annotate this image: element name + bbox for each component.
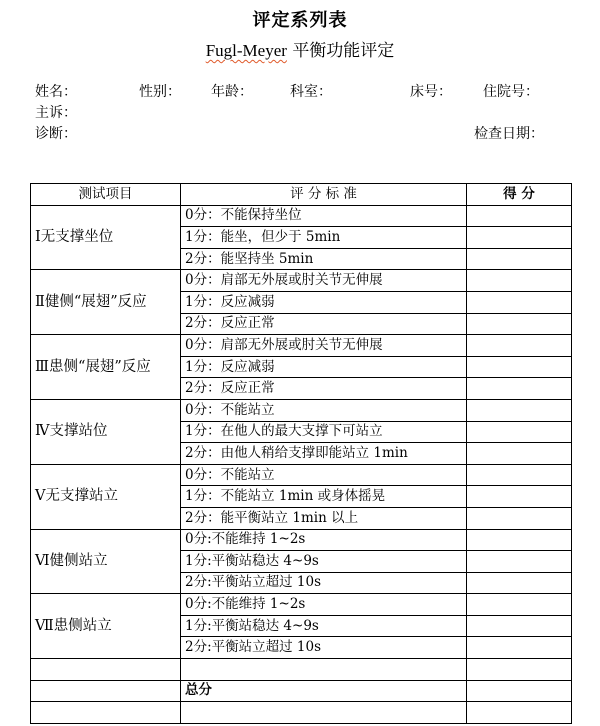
criteria-cell: 0分:不能维持 1~2s <box>181 594 467 616</box>
subtitle-cjk: 平衡功能评定 <box>292 41 395 61</box>
table-row <box>31 205 572 227</box>
test-item-cell: Ⅴ无支撑站立 <box>31 464 181 529</box>
table-row <box>31 270 572 292</box>
criteria-cell: 2分:平衡站立超过 10s <box>181 572 467 594</box>
blank-cell <box>31 702 181 724</box>
test-item-cell: Ⅳ支撑站位 <box>31 399 181 464</box>
header-row <box>31 184 572 206</box>
criteria-cell: 2分:平衡站立超过 10s <box>181 637 467 659</box>
header-test-item: 测试项目 <box>31 184 181 206</box>
score-cell[interactable] <box>467 227 572 249</box>
table-row <box>31 529 572 551</box>
score-cell[interactable] <box>467 443 572 465</box>
criteria-cell: 1分：在他人的最大支撑下可站立 <box>181 421 467 443</box>
score-cell[interactable] <box>467 270 572 292</box>
department-label: 科室： <box>290 84 332 100</box>
blank-cell <box>181 659 467 681</box>
score-cell[interactable] <box>467 572 572 594</box>
score-cell[interactable] <box>467 313 572 335</box>
test-item-cell: Ⅶ患侧站立 <box>31 594 181 659</box>
test-item-cell: Ⅵ健侧站立 <box>31 529 181 594</box>
total-label: 总分 <box>181 680 467 702</box>
score-cell[interactable] <box>467 291 572 313</box>
score-cell[interactable] <box>467 421 572 443</box>
table-row <box>31 335 572 357</box>
test-item-cell: Ⅱ健侧“展翅”反应 <box>31 270 181 335</box>
score-cell[interactable] <box>467 529 572 551</box>
criteria-cell: 0分:不能维持 1~2s <box>181 529 467 551</box>
blank-cell <box>181 702 467 724</box>
score-cell[interactable] <box>467 356 572 378</box>
document-title: 评定系列表 <box>252 10 348 31</box>
blank-cell <box>31 680 181 702</box>
score-cell[interactable] <box>467 615 572 637</box>
blank-cell[interactable] <box>467 659 572 681</box>
gender-label: 性别： <box>139 84 181 100</box>
criteria-cell: 1分:平衡站稳达 4~9s <box>181 551 467 573</box>
score-cell[interactable] <box>467 594 572 616</box>
test-item-cell: Ⅲ患侧“展翅”反应 <box>31 335 181 400</box>
score-cell[interactable] <box>467 486 572 508</box>
score-cell[interactable] <box>467 399 572 421</box>
score-cell[interactable] <box>467 248 572 270</box>
score-cell[interactable] <box>467 637 572 659</box>
admission-number-label: 住院号： <box>483 84 539 100</box>
blank-cell[interactable] <box>467 702 572 724</box>
criteria-cell: 2分：能坚持坐 5min <box>181 248 467 270</box>
criteria-cell: 0分：不能站立 <box>181 464 467 486</box>
table-row <box>31 399 572 421</box>
test-item-cell: Ⅰ无支撑坐位 <box>31 205 181 270</box>
name-label: 姓名： <box>35 84 77 100</box>
blank-row <box>31 659 572 681</box>
score-cell[interactable] <box>467 205 572 227</box>
subtitle-latin: Fugl-Meyer <box>205 41 287 60</box>
blank-cell <box>31 659 181 681</box>
header-score: 得 分 <box>467 184 572 206</box>
complaint-label: 主诉： <box>35 105 77 121</box>
criteria-cell: 2分：由他人稍给支撑即能站立 1min <box>181 443 467 465</box>
criteria-cell: 1分：反应减弱 <box>181 291 467 313</box>
bed-number-label: 床号： <box>410 84 452 100</box>
assessment-table <box>30 183 572 724</box>
score-cell[interactable] <box>467 335 572 357</box>
score-cell[interactable] <box>467 464 572 486</box>
score-cell[interactable] <box>467 507 572 529</box>
criteria-cell: 2分：反应正常 <box>181 313 467 335</box>
total-row <box>31 680 572 702</box>
table-row <box>31 594 572 616</box>
criteria-cell: 0分：不能保持坐位 <box>181 205 467 227</box>
diagnosis-label: 诊断： <box>35 126 77 142</box>
total-score-cell[interactable] <box>467 680 572 702</box>
criteria-cell: 2分：反应正常 <box>181 378 467 400</box>
criteria-cell: 0分：肩部无外展或肘关节无伸展 <box>181 335 467 357</box>
exam-date-label: 检查日期： <box>474 126 544 142</box>
criteria-cell: 0分：不能站立 <box>181 399 467 421</box>
criteria-cell: 1分：反应减弱 <box>181 356 467 378</box>
table-row <box>31 464 572 486</box>
criteria-cell: 1分：不能站立 1min 或身体摇晃 <box>181 486 467 508</box>
criteria-cell: 1分：能坐，但少于 5min <box>181 227 467 249</box>
criteria-cell: 2分：能平衡站立 1min 以上 <box>181 507 467 529</box>
document-subtitle <box>0 36 600 61</box>
blank-row <box>31 702 572 724</box>
age-label: 年龄： <box>211 84 253 100</box>
score-cell[interactable] <box>467 378 572 400</box>
header-criteria: 评 分 标 准 <box>181 184 467 206</box>
score-cell[interactable] <box>467 551 572 573</box>
criteria-cell: 0分：肩部无外展或肘关节无伸展 <box>181 270 467 292</box>
criteria-cell: 1分:平衡站稳达 4~9s <box>181 615 467 637</box>
